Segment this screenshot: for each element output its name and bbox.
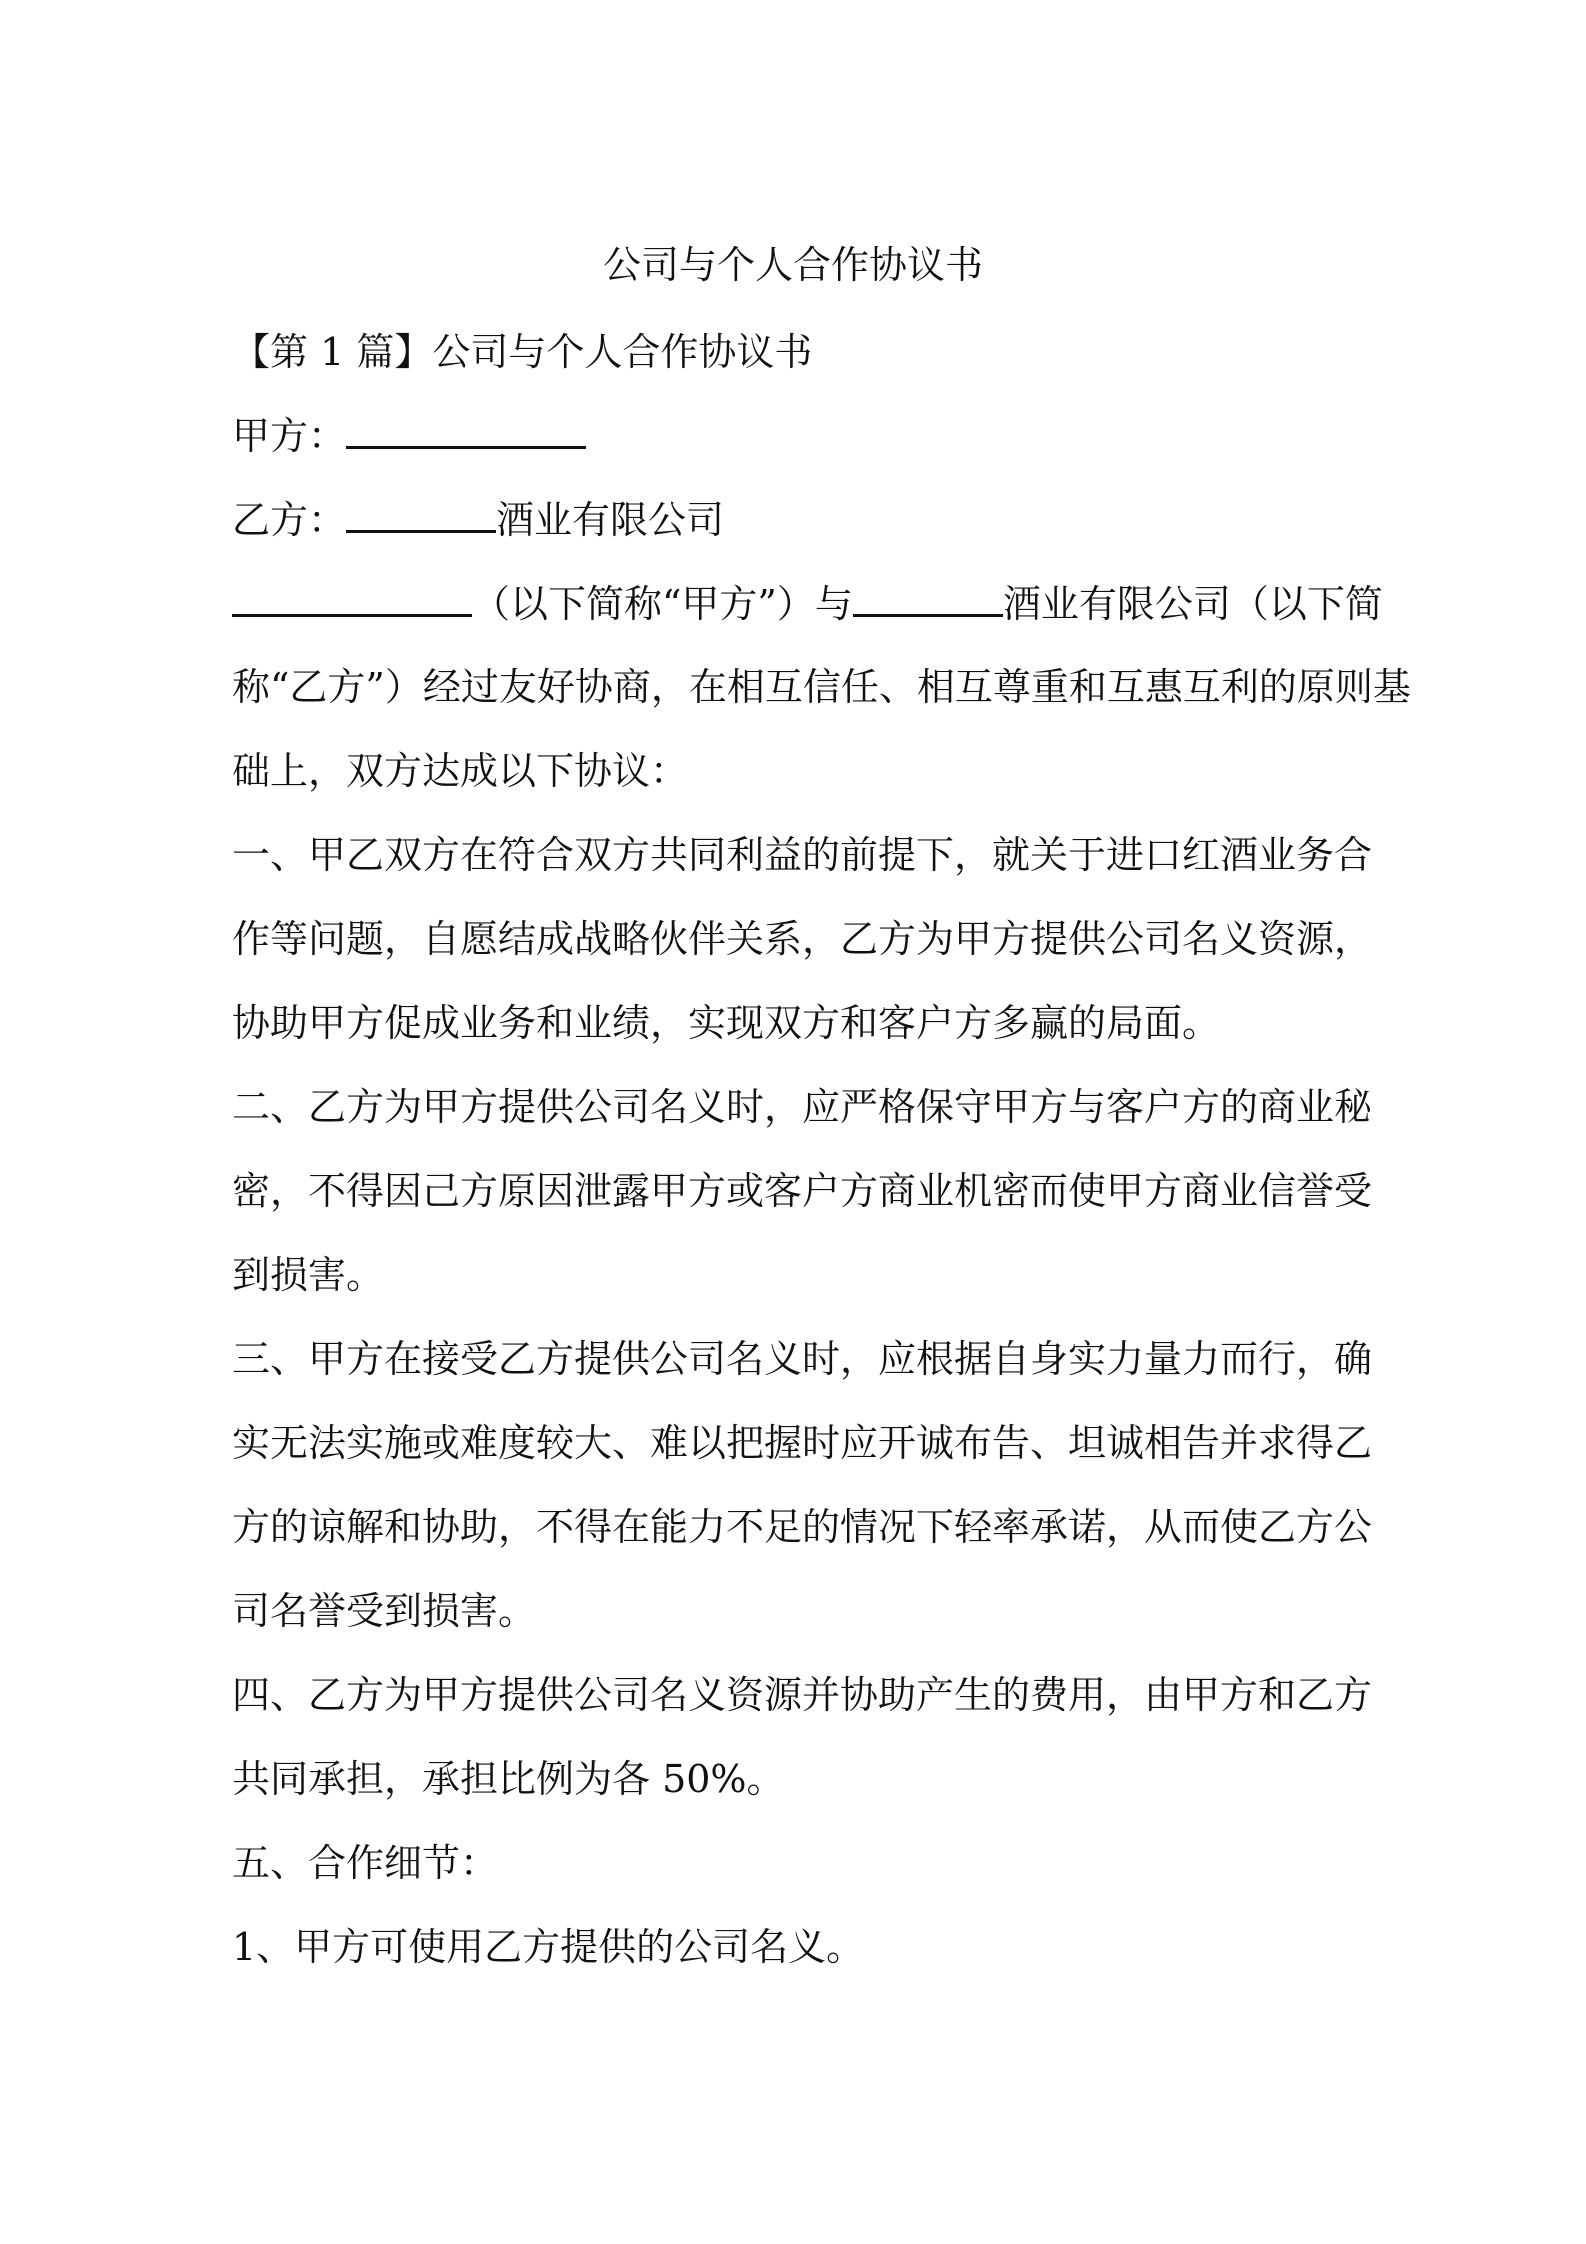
party-b-line [232,494,1362,545]
intro-line-3: 础上，双方达成以下协议： [232,749,689,793]
party-b-suffix: 酒业有限公司 [496,498,725,542]
article-heading: 【第 1 篇】公司与个人合作协议书 [232,330,813,374]
intro-party-b-blank [853,578,1003,617]
clause-2-line-3: 到损害。 [232,1253,385,1297]
party-a-line [232,410,1362,461]
clause-1-line-1: 一、甲乙双方在符合双方共同利益的前提下，就关于进口红酒业务合 [232,833,1373,877]
intro-party-a-blank [232,578,472,617]
clause-2-line-1: 二、乙方为甲方提供公司名义时，应严格保守甲方与客户方的商业秘 [232,1085,1373,1129]
clause-1-line-3: 协助甲方促成业务和业绩，实现双方和客户方多赢的局面。 [232,1001,1221,1045]
clause-3-line-3: 方的谅解和协助，不得在能力不足的情况下轻率承诺，从而使乙方公 [232,1505,1373,1549]
clause-3-line-1: 三、甲方在接受乙方提供公司名义时，应根据自身实力量力而行，确 [232,1337,1373,1381]
party-b-blank [346,494,496,533]
party-b-label: 乙方： [232,498,347,542]
clause-5-heading: 五、合作细节： [232,1841,499,1885]
intro-line1-end: 酒业有限公司（以下简 [1002,582,1383,626]
clause-1-line-2: 作等问题，自愿结成战略伙伴关系，乙方为甲方提供公司名义资源， [232,917,1373,961]
clause-3-line-2: 实无法实施或难度较大、难以把握时应开诚布告、坦诚相告并求得乙 [232,1421,1373,1465]
clause-4-line-1: 四、乙方为甲方提供公司名义资源并协助产生的费用，由甲方和乙方 [232,1673,1373,1717]
clause-3-line-4: 司名誉受到损害。 [232,1589,537,1633]
clause-4-line-2: 共同承担，承担比例为各 50%。 [232,1757,785,1801]
party-a-label: 甲方： [232,414,347,458]
clause-2-line-2: 密，不得因己方原因泄露甲方或客户方商业机密而使甲方商业信誉受 [232,1169,1373,1213]
intro-line-2: 称“乙方”）经过友好协商，在相互信任、相互尊重和互惠互利的原则基 [232,665,1411,709]
intro-line1-mid: （以下简称“甲方”）与 [472,582,853,626]
party-a-blank [346,410,586,449]
intro-line-1 [232,578,1383,629]
document-title: 公司与个人合作协议书 [602,243,983,287]
clause-5-item-1: 1、甲方可使用乙方提供的公司名义。 [232,1925,865,1969]
